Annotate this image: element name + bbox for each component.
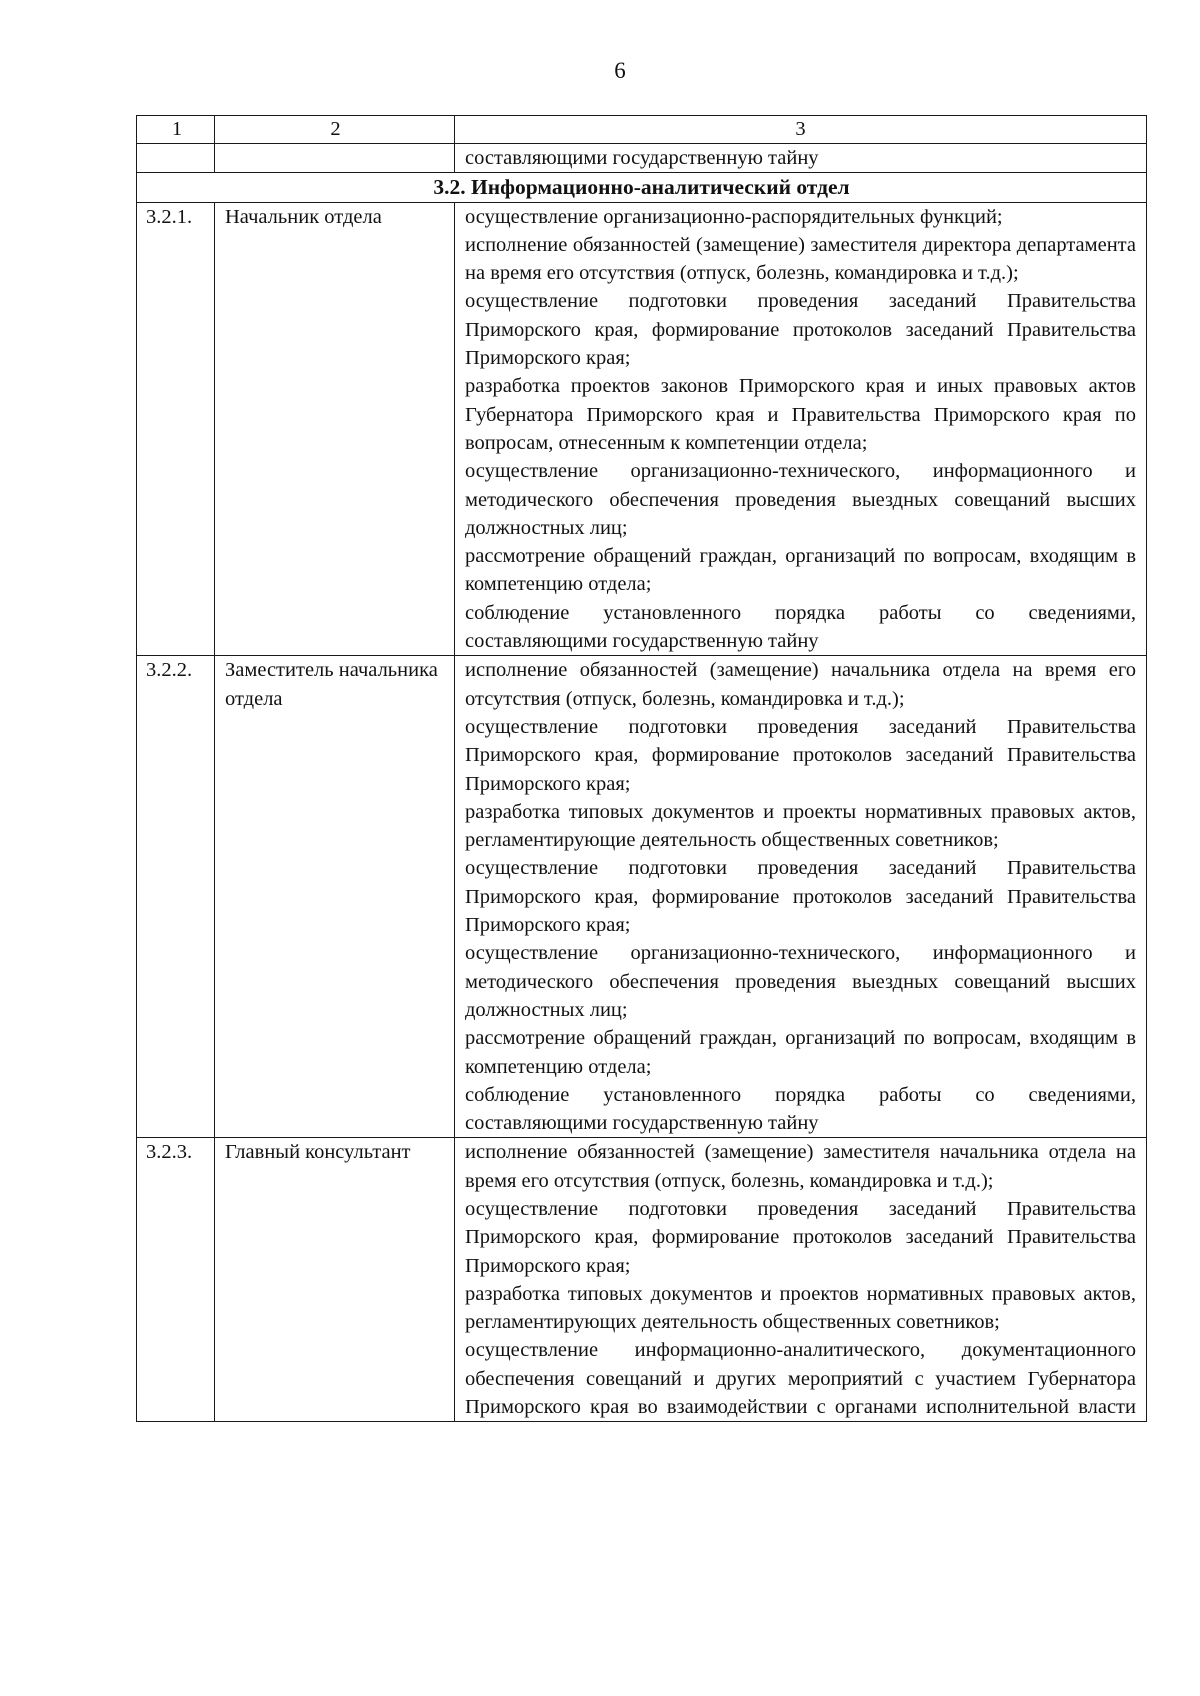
duty-item: осуществление подготовки проведения заседаний Правительства Приморского края, формирование протоколов заседаний Правительства Приморского края; <box>465 857 1136 937</box>
duty-item: рассмотрение обращений граждан, организаций по вопросам, входящим в компетенцию отдела; <box>465 545 1136 596</box>
table-row <box>137 656 1147 1138</box>
duties-table <box>136 115 1147 1422</box>
row-number: 3.2.1. <box>137 202 215 656</box>
duty-item: осуществление подготовки проведения заседаний Правительства Приморского края, формирование протоколов заседаний Правительства Приморского края; <box>465 1197 1136 1277</box>
duty-item: соблюдение установленного порядка работы со сведениями, составляющими государственную тайну <box>465 1083 1136 1135</box>
duty-item: осуществление подготовки проведения заседаний Правительства Приморского края, формирование протоколов заседаний Правительства Приморского края; <box>465 290 1136 370</box>
table-header-row <box>137 116 1147 144</box>
column-header-2: 2 <box>215 116 455 144</box>
duty-item: разработка проектов законов Приморского края и иных правовых актов Губернатора Приморского края и Правительства Приморского края по вопросам, отнесенным к компетенции отдела; <box>465 375 1136 454</box>
duty-item: разработка типовых документов и проектов нормативных правовых актов, регламентирующих деятельность общественных советников; <box>465 1282 1136 1334</box>
section-title-row <box>137 173 1147 202</box>
continuation-row <box>137 144 1147 173</box>
table-row <box>137 202 1147 656</box>
row-number: 3.2.3. <box>137 1138 215 1422</box>
duty-item: соблюдение установленного порядка работы со сведениями, составляющими государственную тайну <box>465 601 1136 653</box>
duties-cell <box>455 656 1147 1138</box>
position-title: Начальник отдела <box>215 202 455 656</box>
duty-item: осуществление подготовки проведения заседаний Правительства Приморского края, формирование протоколов заседаний Правительства Приморского края; <box>465 715 1136 795</box>
page-number: 6 <box>614 58 626 83</box>
row-number: 3.2.2. <box>137 656 215 1138</box>
duty-item: исполнение обязанностей (замещение) начальника отдела на время его отсутствия (отпуск, болезнь, командировка и т.д.); <box>465 659 1136 710</box>
continuation-position-cell <box>215 144 455 173</box>
table-row <box>137 1138 1147 1422</box>
duty-item: рассмотрение обращений граждан, организаций по вопросам, входящим в компетенцию отдела; <box>465 1027 1136 1078</box>
section-title: 3.2. Информационно-аналитический отдел <box>137 173 1147 202</box>
position-title: Главный консультант <box>215 1138 455 1422</box>
column-header-1: 1 <box>137 116 215 144</box>
column-header-3: 3 <box>455 116 1147 144</box>
position-title: Заместитель начальника отдела <box>215 656 455 1138</box>
duty-item: осуществление организационно-технического, информационного и методического обеспечения проведения выездных совещаний высших должностных лиц; <box>465 942 1136 1021</box>
duty-item: осуществление информационно-аналитического, документационного обеспечения совещаний и других мероприятий с участием Губернатора Приморского края во взаимодействии с органами исполнительной власти <box>465 1339 1136 1419</box>
duties-cell <box>455 1138 1147 1422</box>
continuation-text: составляющими государственную тайну <box>455 144 1147 173</box>
duty-item: осуществление организационно-технического, информационного и методического обеспечения проведения выездных совещаний высших должностных лиц; <box>465 460 1136 539</box>
duty-item: исполнение обязанностей (замещение) заместителя директора департамента на время его отсутствия (отпуск, болезнь, командировка и т.д.); <box>465 233 1136 285</box>
continuation-num-cell <box>137 144 215 173</box>
duty-item: разработка типовых документов и проекты нормативных правовых актов, регламентирующие деятельность общественных советников; <box>465 800 1136 852</box>
duties-cell <box>455 202 1147 656</box>
duty-item: осуществление организационно-распорядительных функций; <box>465 205 1003 228</box>
duty-item: исполнение обязанностей (замещение) заместителя начальника отдела на время его отсутствия (отпуск, болезнь, командировка и т.д.); <box>465 1141 1136 1192</box>
